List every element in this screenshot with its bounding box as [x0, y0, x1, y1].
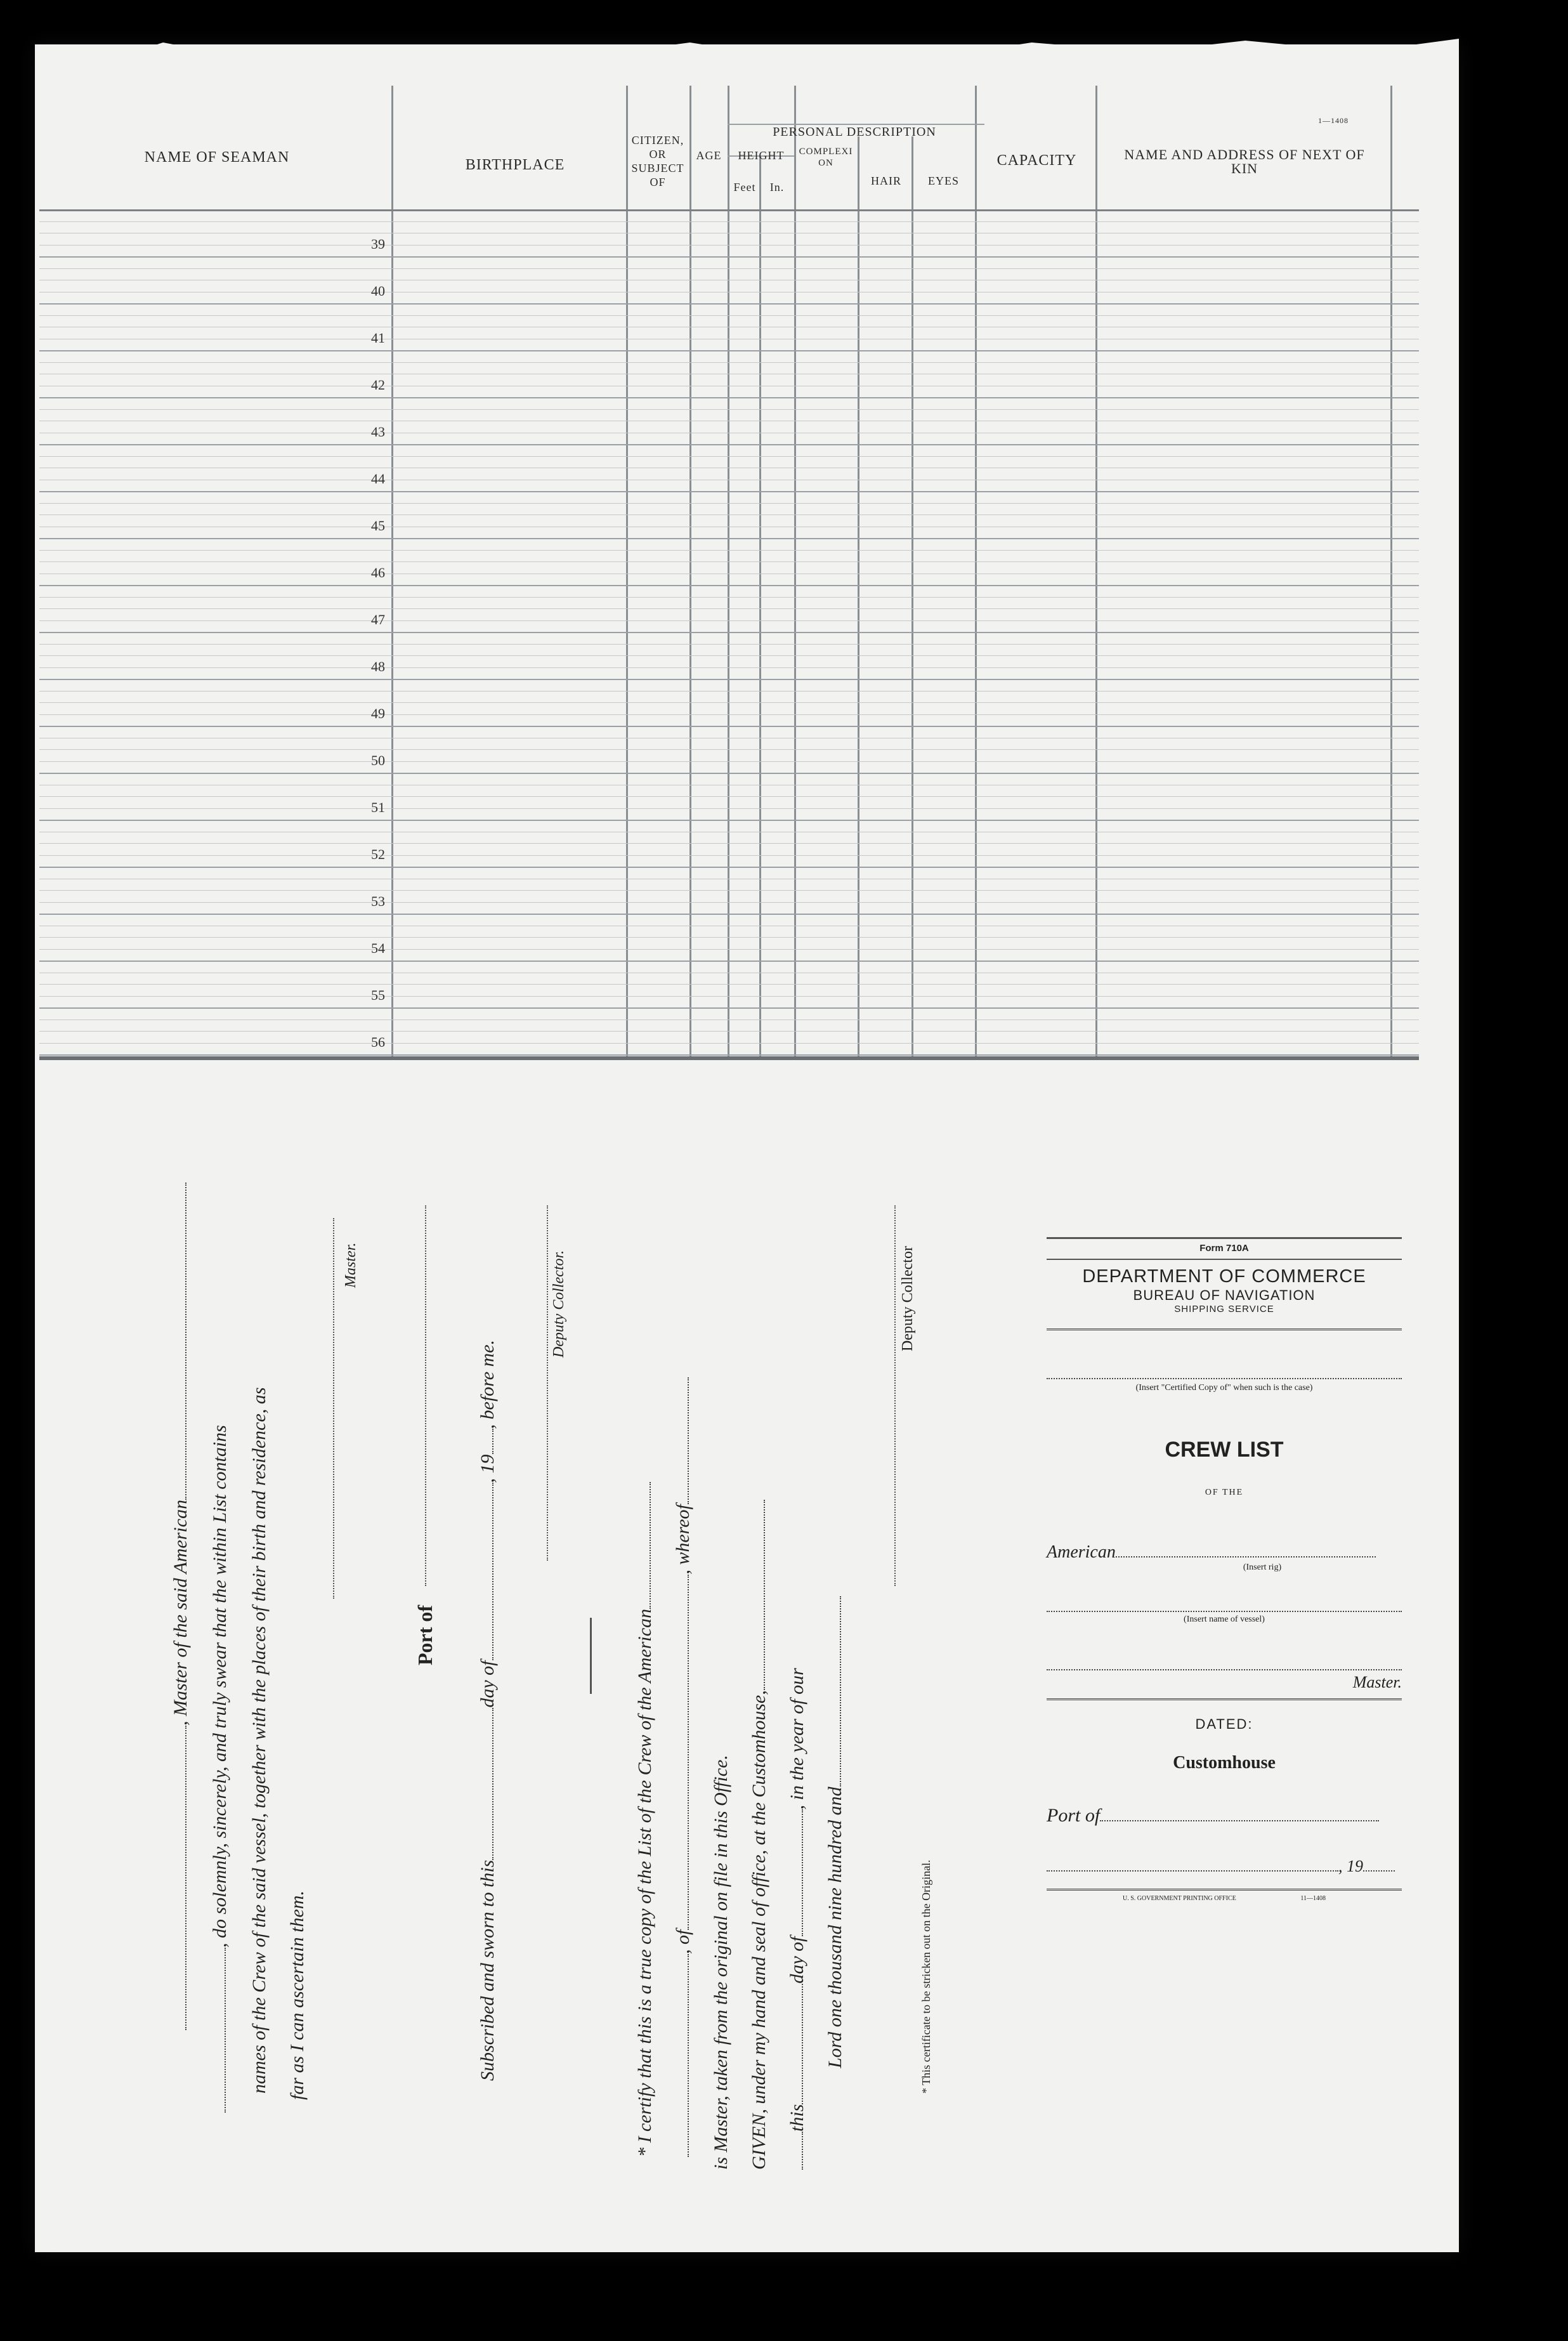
cert-whereof: , whereof	[672, 1504, 693, 1575]
col-divider	[975, 86, 977, 1056]
oath-text-3: names of the Crew of the said vessel, together with the places of their birth and residence, as	[249, 1387, 270, 2094]
cover-bottom-rule	[1047, 1889, 1402, 1892]
row-line	[39, 350, 1419, 351]
print-code: 11—1408	[1300, 1895, 1326, 1902]
header-complexion: COMPLEXION	[799, 147, 853, 168]
col-divider	[1390, 86, 1392, 1056]
cover-rule	[1047, 1259, 1402, 1260]
master-signature-line	[333, 1218, 334, 1599]
row-line	[39, 585, 1419, 586]
row-ruling	[39, 667, 1419, 668]
form-number: Form 710A	[1199, 1243, 1249, 1254]
row-ruling	[39, 714, 1419, 715]
row-ruling	[39, 808, 1419, 809]
row-line	[39, 679, 1419, 680]
row-line	[39, 1054, 1419, 1056]
cert-line-4	[748, 1500, 770, 2170]
certified-copy-line	[1047, 1332, 1402, 1379]
american-label: American	[1047, 1542, 1116, 1562]
header-citizen: CITIZEN, OR SUBJECT OF	[631, 134, 684, 188]
master-name-line	[1047, 1625, 1402, 1670]
deputy-collector-label-2: Deputy Collector	[899, 1246, 916, 1351]
crew-table	[39, 86, 1419, 1056]
cert-line-5	[787, 1668, 808, 2170]
cover-top-rule	[1047, 1237, 1402, 1239]
row-ruling	[39, 221, 1419, 222]
service-title: SHIPPING SERVICE	[1174, 1304, 1274, 1315]
row-line	[39, 961, 1419, 962]
certificate-footnote: * This certificate to be stricken out on the Original.	[920, 1859, 932, 2094]
row-line	[39, 1007, 1419, 1009]
row-ruling	[39, 702, 1419, 703]
deputy-signature-line-1	[547, 1205, 548, 1561]
printer-label: U. S. GOVERNMENT PRINTING OFFICE	[1123, 1895, 1236, 1902]
row-ruling	[39, 245, 1419, 246]
date-line	[1047, 1857, 1402, 1876]
port-of-label: Port of	[414, 1604, 436, 1665]
port-of-label: Port of	[1047, 1805, 1101, 1826]
header-eyes: EYES	[928, 174, 959, 187]
printer-line	[1047, 1895, 1402, 1902]
row-ruling	[39, 561, 1419, 562]
row-number: 56	[371, 1034, 385, 1050]
certified-copy-note: (Insert "Certified Copy of" when such is the case)	[1135, 1383, 1313, 1393]
col-divider	[728, 86, 729, 1056]
col-divider	[626, 86, 628, 1056]
header-age: AGE	[696, 149, 722, 162]
row-ruling	[39, 1031, 1419, 1032]
cert-line-6	[825, 1596, 846, 2068]
oath-text-1: , Master of the said American	[170, 1499, 191, 1726]
row-line	[39, 773, 1419, 774]
row-number: 45	[371, 518, 385, 534]
row-ruling	[39, 902, 1419, 903]
row-number: 39	[371, 236, 385, 252]
form-code-corner: 1—1408	[1318, 116, 1349, 125]
port-of-line	[425, 1205, 426, 1586]
row-number: 42	[371, 377, 385, 393]
day-of-text: day of	[477, 1660, 498, 1708]
row-number: 40	[371, 283, 385, 299]
col-divider	[689, 86, 691, 1056]
cert-line-3	[710, 1755, 732, 2170]
row-line	[39, 632, 1419, 633]
row-ruling	[39, 949, 1419, 950]
row-ruling	[39, 550, 1419, 551]
header-capacity: CAPACITY	[996, 152, 1077, 169]
cert-text-1: * I certify that this is a true copy of the List of the Crew of the American	[634, 1608, 655, 2157]
header-feet: Feet	[733, 181, 756, 193]
row-ruling	[39, 1043, 1419, 1044]
row-line	[39, 726, 1419, 727]
table-bottom-rule	[39, 1056, 1419, 1060]
oath-line-4	[287, 1891, 308, 2100]
row-ruling	[39, 761, 1419, 762]
row-number: 53	[371, 893, 385, 909]
header-personal-description: PERSONAL DESCRIPTION	[773, 125, 936, 139]
col-divider	[794, 86, 796, 1056]
header-name-of-seaman: NAME OF SEAMAN	[144, 149, 290, 166]
row-ruling	[39, 597, 1419, 598]
row-ruling	[39, 890, 1419, 891]
bureau-title: BUREAU OF NAVIGATION	[1133, 1287, 1316, 1303]
oath-line-3	[249, 1387, 270, 2094]
year-label: , 19	[1338, 1857, 1363, 1875]
row-line	[39, 303, 1419, 305]
master-label: Master.	[1352, 1673, 1402, 1691]
cert-dayof: day of	[787, 1936, 807, 1984]
port-of-line	[1047, 1805, 1402, 1826]
row-ruling	[39, 655, 1419, 656]
row-ruling	[39, 691, 1419, 692]
insert-rig-label: (Insert rig)	[1243, 1563, 1282, 1572]
dated-label: DATED:	[1195, 1716, 1253, 1732]
before-me-text: , before me.	[477, 1339, 498, 1429]
row-ruling	[39, 503, 1419, 504]
cert-of: , of	[672, 1929, 693, 1954]
oath-line-1	[170, 1183, 192, 2030]
row-line	[39, 397, 1419, 398]
row-ruling	[39, 315, 1419, 316]
row-ruling	[39, 855, 1419, 856]
row-ruling	[39, 409, 1419, 410]
oath-line-2	[209, 1425, 231, 2113]
row-line	[39, 256, 1419, 258]
row-line	[39, 914, 1419, 915]
row-ruling	[39, 937, 1419, 938]
row-ruling	[39, 362, 1419, 363]
customhouse-label: Customhouse	[1173, 1753, 1276, 1773]
row-ruling	[39, 984, 1419, 985]
row-number: 46	[371, 565, 385, 580]
vessel-name-line	[1047, 1573, 1402, 1612]
header-height: HEIGHT	[738, 149, 785, 162]
row-number: 47	[371, 612, 385, 627]
american-line	[1047, 1542, 1402, 1563]
row-ruling	[39, 996, 1419, 997]
row-line	[39, 491, 1419, 492]
row-ruling	[39, 620, 1419, 621]
row-number: 44	[371, 471, 385, 487]
cert-line-1	[634, 1482, 656, 2157]
row-number: 50	[371, 752, 385, 768]
col-divider	[391, 86, 393, 1056]
cover-double-rule-2	[1047, 1698, 1402, 1702]
department-title: DEPARTMENT OF COMMERCE	[1082, 1266, 1366, 1287]
subscribed-line	[477, 1340, 499, 2081]
header-next-of-kin: NAME AND ADDRESS OF NEXT OF KIN	[1124, 147, 1365, 176]
insert-vessel-label: (Insert name of vessel)	[1184, 1615, 1265, 1624]
header-birthplace: BIRTHPLACE	[465, 157, 565, 173]
row-number: 49	[371, 705, 385, 721]
col-divider	[759, 155, 761, 1056]
of-the-label: OF THE	[1205, 1488, 1244, 1497]
crew-list-cover	[1047, 1237, 1402, 1902]
row-ruling	[39, 644, 1419, 645]
master-sig-label: Master.	[343, 1242, 359, 1288]
row-number: 43	[371, 424, 385, 440]
row-number: 48	[371, 659, 385, 674]
year-text: , 19	[477, 1454, 498, 1483]
header-hair: HAIR	[871, 174, 901, 187]
row-line	[39, 867, 1419, 868]
cert-text-4: GIVEN, under my hand and seal of office, at the Customhouse,	[748, 1690, 769, 2170]
cert-line-2	[672, 1377, 694, 2157]
deputy-signature-line-2	[894, 1205, 896, 1586]
row-line	[39, 444, 1419, 445]
row-line	[39, 820, 1419, 821]
cert-text-3: is Master, taken from the original on file in this Office.	[710, 1755, 731, 2170]
row-number: 55	[371, 987, 385, 1003]
crew-list-title: CREW LIST	[1165, 1438, 1284, 1462]
header-bottom-line	[39, 209, 1419, 211]
cert-this: this	[787, 2104, 807, 2132]
row-number: 51	[371, 799, 385, 815]
row-ruling	[39, 796, 1419, 797]
deputy-collector-label-1: Deputy Collector.	[551, 1250, 567, 1358]
row-number: 52	[371, 846, 385, 862]
row-ruling	[39, 749, 1419, 750]
cert-year: , in the year of our	[787, 1668, 807, 1810]
row-ruling	[39, 608, 1419, 609]
row-number: 54	[371, 940, 385, 956]
header-inches: In.	[769, 181, 785, 193]
subscribed-text: Subscribed and sworn to this	[477, 1859, 498, 2081]
row-ruling	[39, 456, 1419, 457]
oath-text-4: far as I can ascertain them.	[287, 1891, 308, 2100]
cert-text-6: Lord one thousand nine hundred and	[825, 1787, 846, 2068]
oath-text-2: , do solemnly, sincerely, and truly swear that the within List contains	[209, 1425, 230, 1948]
row-line	[39, 538, 1419, 539]
row-ruling	[39, 268, 1419, 269]
separator-mark	[590, 1618, 592, 1694]
col-divider	[1095, 86, 1097, 1056]
row-number: 41	[371, 330, 385, 346]
row-ruling	[39, 843, 1419, 844]
